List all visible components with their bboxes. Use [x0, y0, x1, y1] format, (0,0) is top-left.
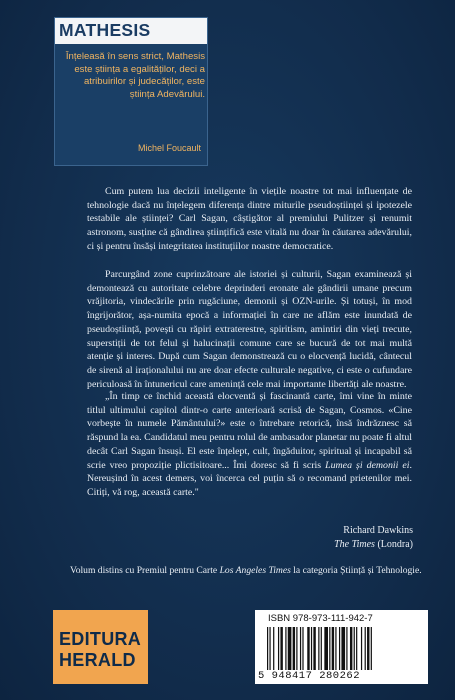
- blurb-paragraph-1: Cum putem lua decizii inteligente în viețile noastre tot mai influențate de tehnologie dacă nu înțelegem diferența dintre miturile pseudoștiinței și ipotezele testabile ale științei? Carl Sagan, câștigător al premiului Pulitzer și renumit astronom, susține că gândirea științifică este vitală nu doar în căutarea adevărului, ci și pentru însăși integritatea instituțiilor noastre democratice.: [87, 186, 412, 252]
- barcode-bar: [371, 627, 372, 670]
- mathesis-box: [54, 17, 208, 166]
- barcode-label: [255, 610, 428, 684]
- barcode-bar: [278, 627, 279, 670]
- review-quote-text: „În timp ce închid această elocventă și fascinantă carte, îmi vine în minte titlul ultimului capitol dintr-o carte anterioară scrisă de Sagan, Cosmos. «Cine vorbește în numele Pământului?» este o întrebare retorică, însă îndrăznesc să răspund la ea. Candidatul meu pentru rolul de ambasador planetar nu poate fi altul decât Carl Sagan însuși. El este înțelept, cult, îngăduitor, spiritual și incapabil să scrie vreo propoziție plictisitoare... Îmi doresc să fi scris: [87, 391, 412, 471]
- barcode-bar: [307, 627, 309, 670]
- barcode-bar: [288, 627, 292, 670]
- review-author: Richard Dawkins: [343, 525, 413, 536]
- barcode-bar: [302, 627, 303, 670]
- review-quote: [87, 390, 412, 500]
- barcode-graphic: [267, 627, 417, 670]
- review-source-place: (Londra): [374, 539, 413, 550]
- barcode-bar: [296, 627, 297, 670]
- blurb-paragraph-2: Parcurgând zone cuprinzătoare ale istoriei și culturii, Sagan examinează și demontează cu autoritate celebre deprinderi eronate ale gândirii umane precum vrăjitoria, vindecările prin rugăciune, demonii și OZN-urile. Și totuși, în mod îngrijorător, așa-numita epocă a informației în care ne aflăm este inundată de pseudoștiință, povești cu răpiri extraterestre, spiritism, amintiri din vieți trecute, superstiții de tot felul și halucinații comune care se bucură de tot mai multă atenție și interes. După cum Sagan demonstrează cu o elocvență lucidă, cântecul de sirenă al iraționalului nu are doar efecte culturale negative, ci este o cufundare periculoasă în întunericul care amenință cele mai importante libertăți ale noastre.: [87, 269, 412, 390]
- review-source-publication: The Times: [334, 539, 375, 550]
- mathesis-title: MATHESIS: [59, 20, 151, 40]
- barcode-bar: [329, 627, 330, 670]
- barcode-bar: [365, 627, 366, 670]
- barcode-bar: [324, 627, 328, 670]
- review-book-title: Lumea și demonii ei: [325, 459, 410, 471]
- barcode-bar: [273, 627, 274, 670]
- barcode-bar: [318, 627, 319, 670]
- review-source: [334, 539, 413, 550]
- barcode-bar: [313, 627, 315, 670]
- barcode-bar: [341, 627, 345, 670]
- barcode-bar: [361, 627, 362, 670]
- barcode-bar: [335, 627, 336, 670]
- ean-number: 5 948417 280262: [258, 670, 361, 682]
- barcode-bar: [267, 627, 268, 670]
- barcode-bar: [311, 627, 312, 670]
- barcode-bar: [285, 627, 286, 670]
- barcode-bar: [350, 627, 352, 670]
- award-prize: Los Angeles Times: [219, 565, 291, 576]
- award-note: [70, 565, 430, 576]
- barcode-bar: [346, 627, 347, 670]
- review-quote-end: . Nereușind în acest demers, voi încerca cel puțin să o recomand prietenilor mei. Citiți, vă rog, această carte.": [87, 459, 413, 498]
- barcode-bar: [321, 627, 322, 670]
- mathesis-quote: Înțeleasă în sens strict, Mathesis este știința a egalităților, deci a atribuirilor și judecăților, este știința Adevărului.: [65, 51, 205, 100]
- barcode-bar: [367, 627, 369, 670]
- publisher-line-1: EDITURA: [59, 629, 142, 649]
- isbn-text: ISBN 978-973-111-942-7: [268, 613, 373, 624]
- barcode-bar: [339, 627, 340, 670]
- award-prefix: Volum distins cu Premiul pentru Carte: [70, 565, 220, 576]
- barcode-bar: [354, 627, 355, 670]
- barcode-bar: [293, 627, 295, 670]
- barcode-bar: [332, 627, 334, 670]
- barcode-bar: [269, 627, 270, 670]
- barcode-bar: [356, 627, 357, 670]
- mathesis-header: [55, 18, 207, 44]
- publisher-logo: [53, 610, 148, 684]
- publisher-line-2: HERALD: [59, 650, 136, 670]
- barcode-bar: [300, 627, 301, 670]
- barcode-bar: [280, 627, 282, 670]
- mathesis-quote-author: Michel Foucault: [137, 143, 201, 153]
- award-suffix: la categoria Știință și Tehnologie.: [290, 565, 422, 576]
